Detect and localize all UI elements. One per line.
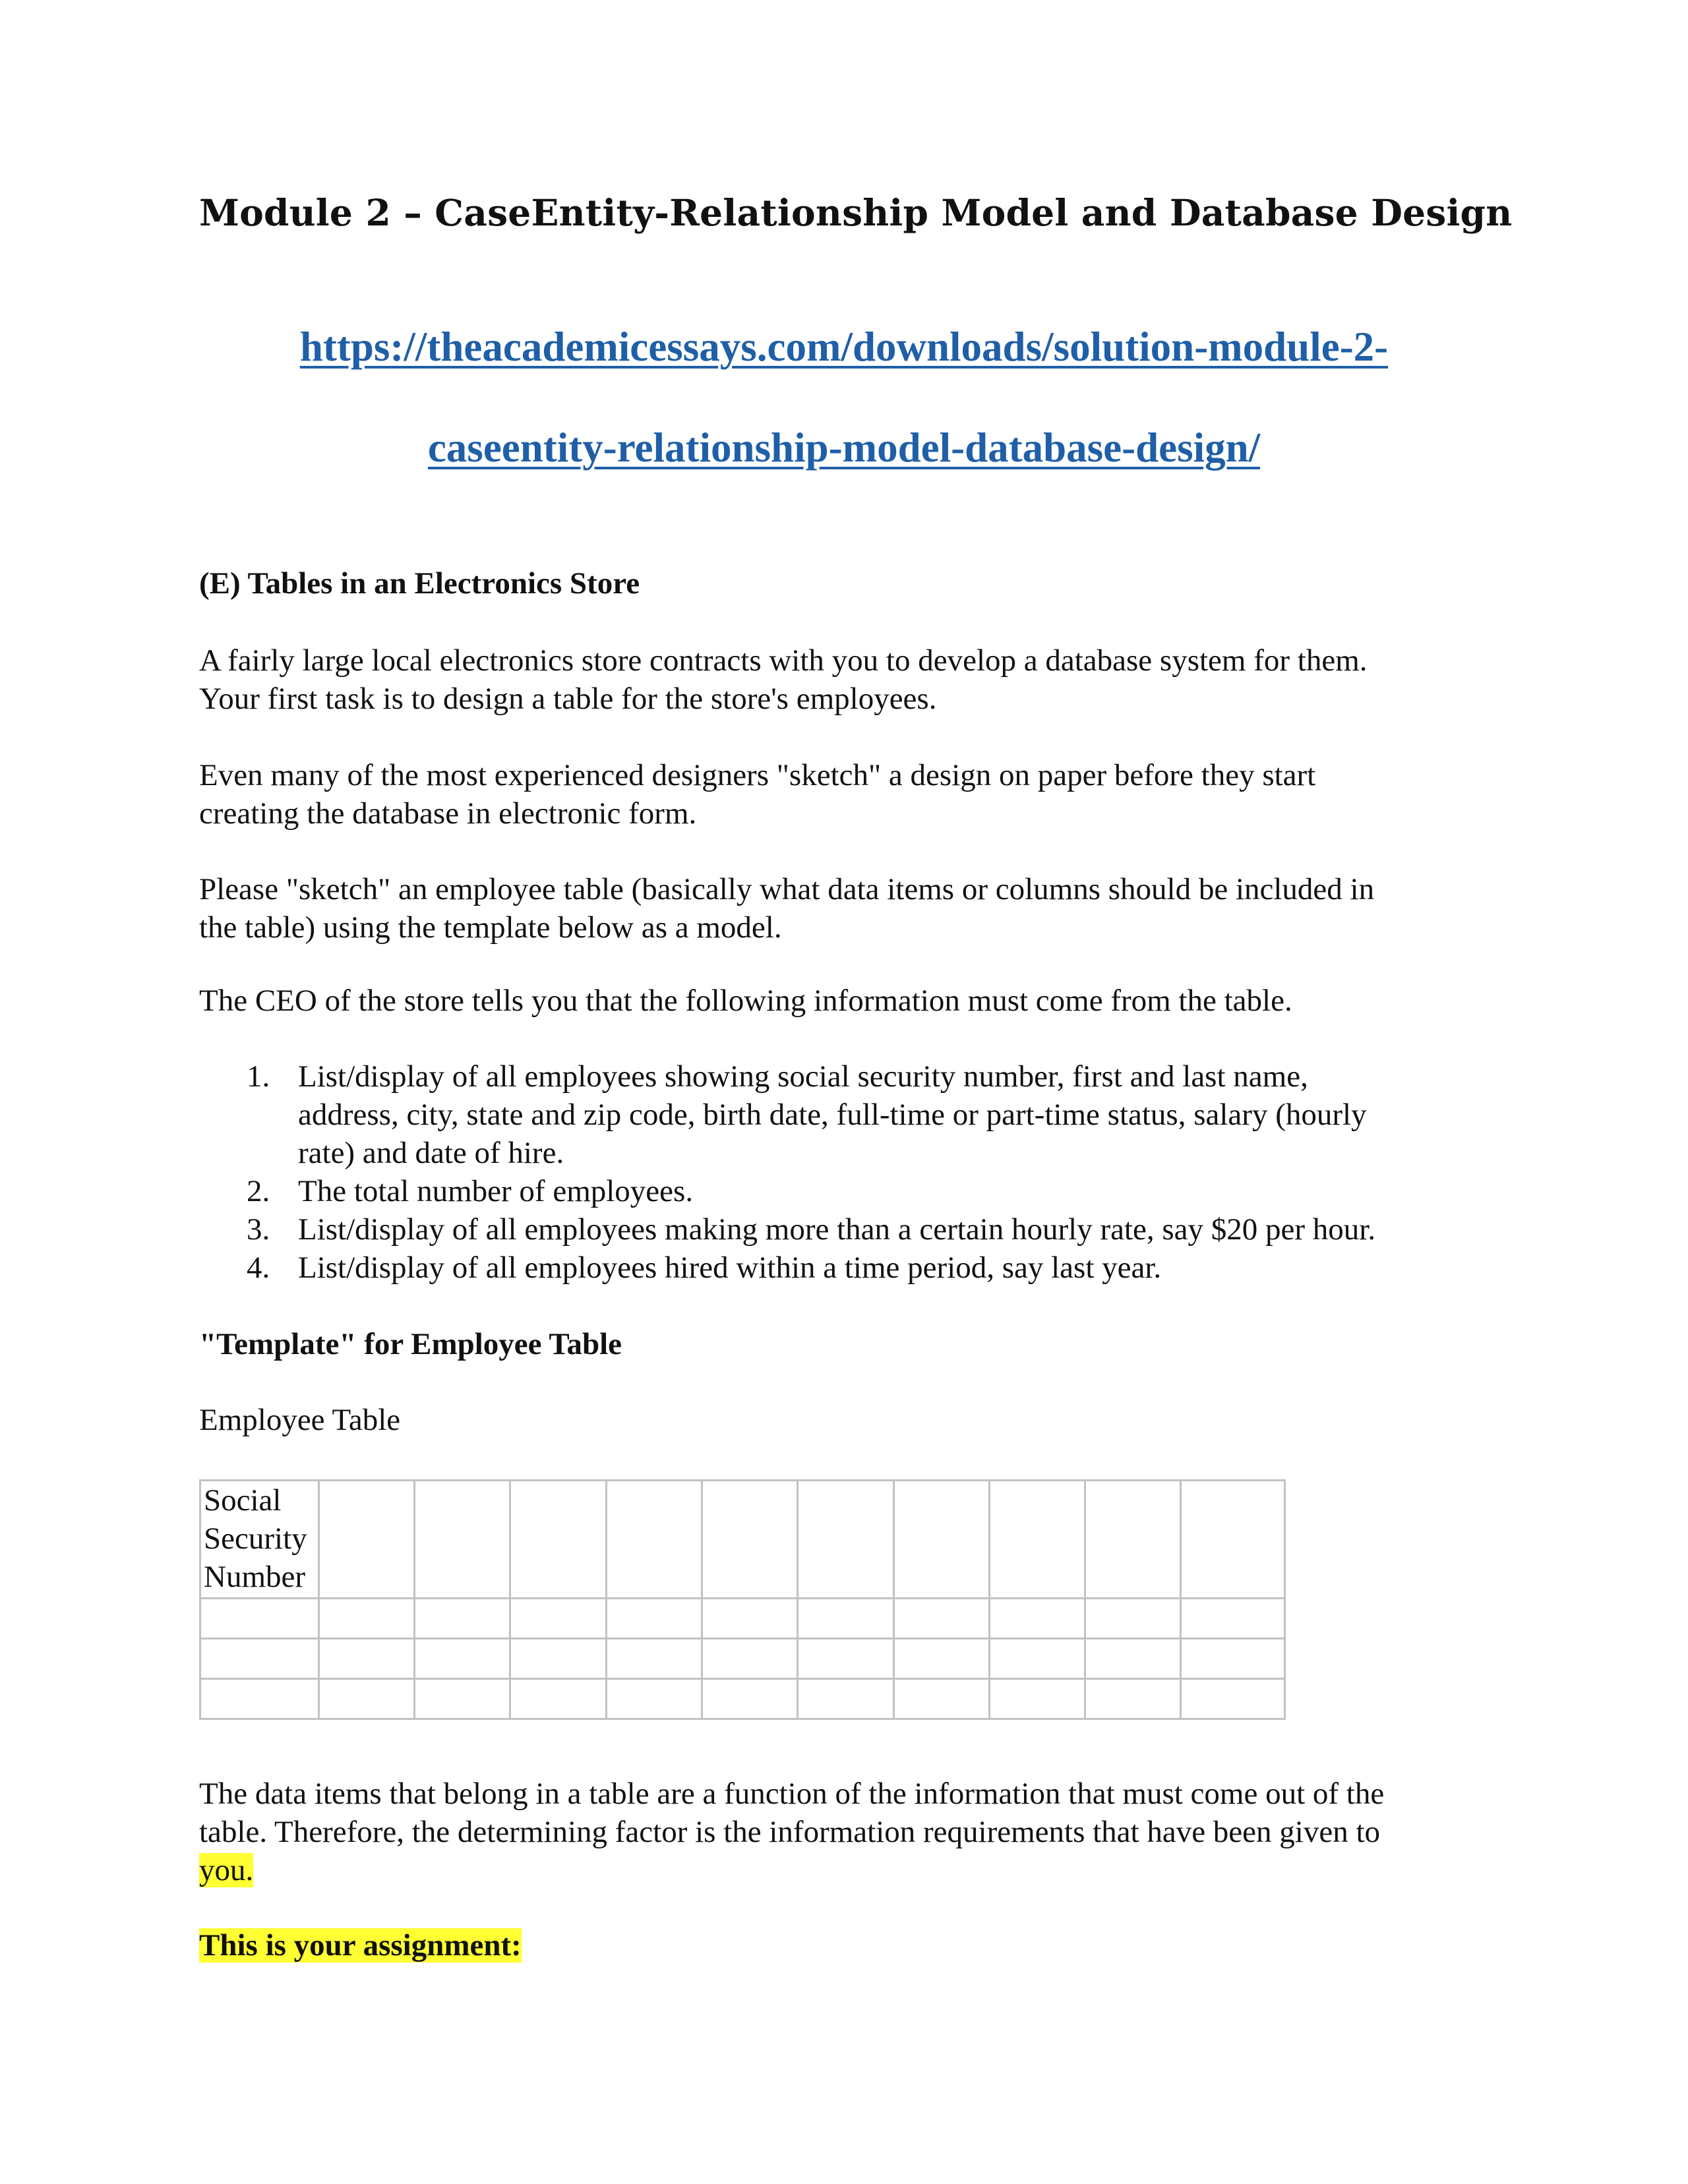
table-cell-empty — [989, 1679, 1085, 1719]
section-heading: (E) Tables in an Electronics Store — [199, 566, 640, 601]
table-cell-empty — [318, 1599, 414, 1639]
list-item-line: List/display of all employees hired within a time period, say last year. — [298, 1251, 1162, 1285]
table-cell-empty — [415, 1599, 510, 1639]
table-cell-empty — [1181, 1679, 1285, 1719]
list-item — [199, 1172, 1492, 1210]
paragraph-line: table. Therefore, the determining factor is the information requirements that have been given to — [199, 1815, 1381, 1849]
table-cell-empty — [415, 1639, 510, 1679]
table-row — [200, 1639, 1285, 1679]
table-cell-empty — [200, 1679, 319, 1719]
table-cell-empty — [318, 1639, 414, 1679]
table-cell-empty — [1085, 1599, 1181, 1639]
table-cell-empty — [200, 1639, 319, 1679]
highlighted-text: you. — [199, 1853, 254, 1887]
table-header-cell-ssn — [200, 1481, 319, 1599]
table-header-cell-empty — [318, 1481, 414, 1599]
header-line: Security — [204, 1521, 307, 1556]
table-cell-empty — [989, 1639, 1085, 1679]
list-item-line: address, city, state and zip code, birth date, full-time or part-time status, salary (hourly — [298, 1098, 1367, 1132]
table-row — [200, 1679, 1285, 1719]
paragraph-line: Even many of the most experienced designers "sketch" a design on paper before they start — [199, 758, 1316, 792]
paragraph-line: The data items that belong in a table are a function of the information that must come out of the — [199, 1777, 1385, 1811]
table-cell-empty — [1181, 1599, 1285, 1639]
table-cell-empty — [510, 1679, 606, 1719]
table-header-cell-empty — [606, 1481, 702, 1599]
table-header-cell-empty — [702, 1481, 797, 1599]
table-cell-empty — [510, 1639, 606, 1679]
table-header-row — [200, 1481, 1285, 1599]
header-line: Social — [204, 1483, 282, 1518]
list-item — [199, 1210, 1492, 1249]
table-cell-empty — [606, 1679, 702, 1719]
requirements-list — [199, 1057, 1492, 1287]
table-cell-empty — [989, 1599, 1085, 1639]
solution-link-line-1[interactable]: https://theacademicessays.com/downloads/solution-module-2- — [299, 324, 1389, 370]
table-cell-empty — [1181, 1639, 1285, 1679]
table-cell-empty — [702, 1639, 797, 1679]
table-cell-empty — [798, 1639, 893, 1679]
list-item-line: List/display of all employees making more than a certain hourly rate, say $20 per hour. — [298, 1212, 1376, 1247]
table-cell-empty — [893, 1639, 989, 1679]
table-cell-empty — [893, 1679, 989, 1719]
table-cell-empty — [606, 1599, 702, 1639]
table-header-cell-empty — [1085, 1481, 1181, 1599]
list-item-line: List/display of all employees showing social security number, first and last name, — [298, 1059, 1308, 1094]
table-cell-empty — [318, 1679, 414, 1719]
document-title: Module 2 – CaseEntity-Relationship Model and Database Design — [199, 191, 1513, 234]
template-instruction-paragraph — [199, 870, 1492, 947]
table-header-cell-empty — [510, 1481, 606, 1599]
table-header-cell-empty — [798, 1481, 893, 1599]
table-cell-empty — [1085, 1639, 1181, 1679]
table-cell-empty — [702, 1599, 797, 1639]
employee-table-body — [200, 1481, 1285, 1719]
highlighted-assignment-text: This is your assignment: — [199, 1928, 522, 1963]
table-cell-empty — [702, 1679, 797, 1719]
table-header-cell-empty — [989, 1481, 1085, 1599]
closing-paragraph — [199, 1775, 1492, 1889]
paragraph-line: the table) using the template below as a model. — [199, 910, 782, 945]
list-number: 2. — [247, 1174, 270, 1208]
solution-link-line-2[interactable]: caseentity-relationship-model-database-design/ — [427, 425, 1261, 471]
paragraph-line: Please "sketch" an employee table (basically what data items or columns should be included in — [199, 872, 1375, 906]
table-cell-empty — [1085, 1679, 1181, 1719]
paragraph-line-last — [199, 1851, 1492, 1889]
table-row — [200, 1599, 1285, 1639]
paragraph-line: The CEO of the store tells you that the following information must come from the table. — [199, 984, 1292, 1018]
table-cell-empty — [798, 1599, 893, 1639]
list-number: 4. — [247, 1251, 270, 1285]
sketch-paragraph — [199, 756, 1492, 833]
employee-table-template — [199, 1479, 1286, 1720]
paragraph-line: Your first task is to design a table for the store's employees. — [199, 682, 937, 716]
table-cell-empty — [200, 1599, 319, 1639]
table-cell-empty — [798, 1679, 893, 1719]
table-header-cell-empty — [415, 1481, 510, 1599]
paragraph-line: creating the database in electronic form. — [199, 796, 697, 831]
list-number: 3. — [247, 1212, 270, 1247]
intro-paragraph — [199, 641, 1492, 718]
list-item — [199, 1249, 1492, 1287]
table-caption — [199, 1401, 1492, 1439]
ceo-paragraph — [199, 982, 1492, 1020]
table-cell-empty — [893, 1599, 989, 1639]
table-header-cell-empty — [1181, 1481, 1285, 1599]
template-heading: "Template" for Employee Table — [199, 1327, 622, 1361]
table-cell-empty — [606, 1639, 702, 1679]
list-item-line: rate) and date of hire. — [298, 1136, 564, 1170]
paragraph-line: A fairly large local electronics store contracts with you to develop a database system for them. — [199, 643, 1368, 678]
table-caption-text: Employee Table — [199, 1403, 401, 1437]
table-cell-empty — [510, 1599, 606, 1639]
table-header-cell-empty — [893, 1481, 989, 1599]
list-number: 1. — [247, 1059, 270, 1094]
header-line: Number — [204, 1560, 306, 1594]
list-item — [199, 1057, 1492, 1172]
table-cell-empty — [415, 1679, 510, 1719]
list-item-line: The total number of employees. — [298, 1174, 694, 1208]
assignment-label — [199, 1928, 522, 1963]
